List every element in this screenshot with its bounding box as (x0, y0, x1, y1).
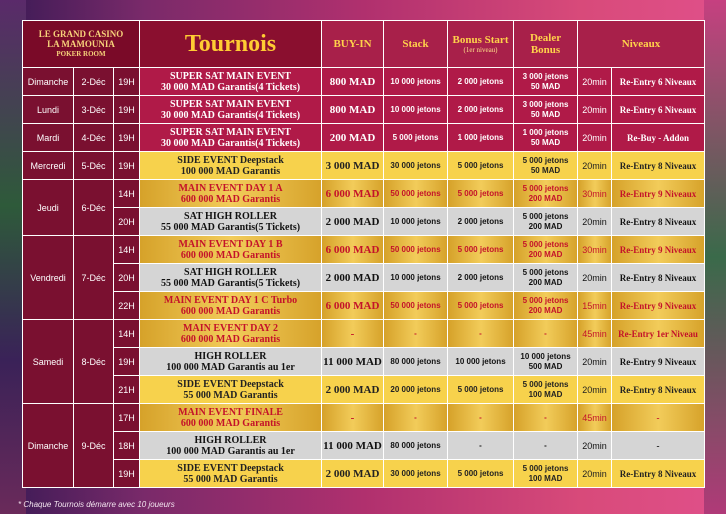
stack-cell: 10 000 jetons (384, 96, 448, 124)
bonus-start-cell: 2 000 jetons (448, 208, 514, 236)
bonus-start-cell: - (448, 404, 514, 432)
stack-cell: 50 000 jetons (384, 180, 448, 208)
levels-cell: Re-Entry 8 Niveaux (612, 152, 705, 180)
blind-duration-cell: 20min (578, 376, 612, 404)
tournament-name: SIDE EVENT Deepstack (177, 378, 284, 390)
tournament-name-cell (140, 432, 322, 460)
dealer-bonus-chips: 5 000 jetons (522, 239, 569, 249)
header-stack: Stack (384, 21, 448, 68)
blind-duration-cell: 15min (578, 292, 612, 320)
dealer-bonus-cell (514, 96, 578, 124)
table-row (23, 68, 705, 96)
stack-cell: 10 000 jetons (384, 264, 448, 292)
dealer-bonus-cell (514, 208, 578, 236)
tournament-guarantee: 30 000 MAD Garantis(4 Tickets) (160, 109, 301, 121)
dealer-bonus-chips: 5 000 jetons (522, 267, 569, 277)
stack-cell: 10 000 jetons (384, 68, 448, 96)
stack-cell: 50 000 jetons (384, 292, 448, 320)
bonus-start-cell: 1 000 jetons (448, 124, 514, 152)
dealer-bonus-cell (514, 180, 578, 208)
buyin-cell: 2 000 MAD (322, 460, 384, 488)
stack-cell: 50 000 jetons (384, 236, 448, 264)
bonus-start-cell: 5 000 jetons (448, 180, 514, 208)
time-cell: 19H (114, 124, 140, 152)
dealer-bonus-cell (514, 292, 578, 320)
dealer-bonus-chips: 3 000 jetons (522, 71, 569, 81)
tournament-name: SAT HIGH ROLLER (184, 266, 278, 278)
dealer-bonus-cell (514, 404, 578, 432)
buyin-cell: - (322, 404, 384, 432)
dealer-bonus-chips: 5 000 jetons (522, 379, 569, 389)
header-bonus-start-label: Bonus Start (452, 34, 509, 46)
blind-duration-cell: 20min (578, 208, 612, 236)
time-cell: 19H (114, 348, 140, 376)
tournament-name: SUPER SAT MAIN EVENT (169, 126, 292, 138)
tournament-guarantee: 100 000 MAD Garantis au 1er (166, 445, 295, 457)
blind-duration-cell: 20min (578, 152, 612, 180)
bonus-start-cell: 2 000 jetons (448, 264, 514, 292)
header-row (23, 21, 705, 68)
stack-cell: 30 000 jetons (384, 460, 448, 488)
stack-cell: 20 000 jetons (384, 376, 448, 404)
tournament-guarantee: 600 000 MAD Garantis (180, 333, 281, 345)
tournament-name-cell (140, 208, 322, 236)
tournament-guarantee: 55 000 MAD Garantis (183, 389, 278, 401)
buyin-cell: - (322, 320, 384, 348)
buyin-cell: 800 MAD (322, 68, 384, 96)
tournament-guarantee: 55 000 MAD Garantis(5 Tickets) (160, 221, 301, 233)
bonus-start-cell: 5 000 jetons (448, 152, 514, 180)
tournament-name: MAIN EVENT DAY 1 A (178, 182, 283, 194)
tournament-name-cell (140, 460, 322, 488)
day-cell: Samedi (23, 320, 74, 404)
dealer-bonus-mad: 200 MAD (528, 193, 563, 203)
levels-cell: Re-Entry 8 Niveaux (612, 460, 705, 488)
levels-cell: Re-Buy - Addon (612, 124, 705, 152)
bonus-start-cell: 2 000 jetons (448, 68, 514, 96)
date-cell: 7-Déc (74, 236, 114, 320)
table-row (23, 320, 705, 348)
blind-duration-cell: 20min (578, 460, 612, 488)
bonus-start-cell: 5 000 jetons (448, 236, 514, 264)
day-cell: Lundi (23, 96, 74, 124)
dealer-bonus-mad: 50 MAD (530, 109, 561, 119)
buyin-cell: 800 MAD (322, 96, 384, 124)
bonus-start-cell: 5 000 jetons (448, 460, 514, 488)
tournament-name: SAT HIGH ROLLER (184, 210, 278, 222)
tournament-name-cell (140, 376, 322, 404)
blind-duration-cell: 20min (578, 264, 612, 292)
table-row (23, 124, 705, 152)
tournament-name-cell (140, 348, 322, 376)
dealer-bonus-mad: 100 MAD (528, 389, 563, 399)
footnote: * Chaque Tournois démarre avec 10 joueurs (18, 500, 175, 509)
levels-cell: Re-Entry 6 Niveaux (612, 96, 705, 124)
bonus-start-cell: 5 000 jetons (448, 292, 514, 320)
dealer-bonus-chips: - (544, 328, 547, 338)
casino-logo (23, 21, 140, 68)
tournament-guarantee: 600 000 MAD Garantis (180, 249, 281, 261)
dealer-bonus-cell (514, 236, 578, 264)
dealer-bonus-cell (514, 460, 578, 488)
dealer-bonus-mad: 200 MAD (528, 305, 563, 315)
tournament-name: MAIN EVENT FINALE (178, 406, 283, 418)
tournament-name-cell (140, 152, 322, 180)
time-cell: 14H (114, 180, 140, 208)
table-row (23, 208, 705, 236)
dealer-bonus-chips: 5 000 jetons (522, 211, 569, 221)
buyin-cell: 2 000 MAD (322, 208, 384, 236)
buyin-cell: 200 MAD (322, 124, 384, 152)
tournament-name-cell (140, 124, 322, 152)
dealer-bonus-cell (514, 320, 578, 348)
dealer-bonus-mad: 50 MAD (530, 81, 561, 91)
levels-cell: Re-Entry 8 Niveaux (612, 376, 705, 404)
table-row (23, 236, 705, 264)
bonus-start-cell: 2 000 jetons (448, 96, 514, 124)
dealer-bonus-chips: 5 000 jetons (522, 155, 569, 165)
date-cell: 6-Déc (74, 180, 114, 236)
tournament-name-cell (140, 236, 322, 264)
tournament-schedule (22, 20, 704, 499)
time-cell: 20H (114, 208, 140, 236)
blind-duration-cell: 20min (578, 68, 612, 96)
dealer-bonus-chips: 5 000 jetons (522, 183, 569, 193)
dealer-bonus-chips: 5 000 jetons (522, 295, 569, 305)
table-row (23, 460, 705, 488)
dealer-bonus-chips: 3 000 jetons (522, 99, 569, 109)
levels-cell: Re-Entry 9 Niveaux (612, 180, 705, 208)
time-cell: 22H (114, 292, 140, 320)
table-row (23, 180, 705, 208)
levels-cell: Re-Entry 9 Niveaux (612, 348, 705, 376)
day-cell: Dimanche (23, 404, 74, 488)
tournament-name-cell (140, 320, 322, 348)
header-bonus-start (448, 21, 514, 68)
dealer-bonus-cell (514, 152, 578, 180)
buyin-cell: 6 000 MAD (322, 236, 384, 264)
stack-cell: 80 000 jetons (384, 432, 448, 460)
tournament-guarantee: 100 000 MAD Garantis au 1er (166, 361, 295, 373)
levels-cell: Re-Entry 6 Niveaux (612, 68, 705, 96)
day-cell: Vendredi (23, 236, 74, 320)
buyin-cell: 2 000 MAD (322, 376, 384, 404)
buyin-cell: 11 000 MAD (322, 348, 384, 376)
palm-leaf-right (704, 0, 726, 514)
buyin-cell: 2 000 MAD (322, 264, 384, 292)
tournament-guarantee: 30 000 MAD Garantis(4 Tickets) (160, 81, 301, 93)
time-cell: 19H (114, 152, 140, 180)
tournament-guarantee: 30 000 MAD Garantis(4 Tickets) (160, 137, 301, 149)
stack-cell: 80 000 jetons (384, 348, 448, 376)
stack-cell: 5 000 jetons (384, 124, 448, 152)
bonus-start-cell: - (448, 320, 514, 348)
header-niveaux: Niveaux (578, 21, 705, 68)
date-cell: 5-Déc (74, 152, 114, 180)
tournament-name-cell (140, 264, 322, 292)
tournament-name: SUPER SAT MAIN EVENT (169, 98, 292, 110)
logo-line-3: POKER ROOM (56, 50, 106, 58)
logo-line-1: LE GRAND CASINO (38, 29, 124, 39)
dealer-bonus-mad: 50 MAD (530, 137, 561, 147)
time-cell: 19H (114, 460, 140, 488)
dealer-bonus-chips: - (544, 412, 547, 422)
date-cell: 8-Déc (74, 320, 114, 404)
blind-duration-cell: 20min (578, 432, 612, 460)
tournament-name: HIGH ROLLER (194, 350, 267, 362)
tournament-guarantee: 100 000 MAD Garantis (180, 165, 281, 177)
page-title: Tournois (140, 21, 322, 68)
buyin-cell: 11 000 MAD (322, 432, 384, 460)
dealer-bonus-chips: 1 000 jetons (522, 127, 569, 137)
levels-cell: Re-Entry 9 Niveaux (612, 236, 705, 264)
table-row (23, 292, 705, 320)
blind-duration-cell: 20min (578, 96, 612, 124)
day-cell: Mardi (23, 124, 74, 152)
levels-cell: Re-Entry 1er Niveau (612, 320, 705, 348)
date-cell: 3-Déc (74, 96, 114, 124)
tournament-name: MAIN EVENT DAY 1 C Turbo (163, 294, 298, 306)
time-cell: 14H (114, 320, 140, 348)
tournament-name: MAIN EVENT DAY 1 B (178, 238, 283, 250)
bonus-start-cell: 5 000 jetons (448, 376, 514, 404)
tournament-guarantee: 55 000 MAD Garantis(5 Tickets) (160, 277, 301, 289)
time-cell: 18H (114, 432, 140, 460)
blind-duration-cell: 20min (578, 348, 612, 376)
tournament-name: SIDE EVENT Deepstack (177, 154, 284, 166)
time-cell: 19H (114, 96, 140, 124)
tournament-name: MAIN EVENT DAY 2 (183, 322, 278, 334)
date-cell: 2-Déc (74, 68, 114, 96)
stack-cell: - (384, 320, 448, 348)
table-row (23, 432, 705, 460)
dealer-bonus-cell (514, 376, 578, 404)
dealer-bonus-mad: 100 MAD (528, 473, 563, 483)
dealer-bonus-mad: 500 MAD (528, 361, 563, 371)
header-buyin: BUY-IN (322, 21, 384, 68)
dealer-bonus-mad: 200 MAD (528, 221, 563, 231)
tournament-guarantee: 600 000 MAD Garantis (180, 417, 281, 429)
tournament-name-cell (140, 180, 322, 208)
header-bonus-start-sub: (1er niveau) (463, 46, 498, 54)
tournament-name: SIDE EVENT Deepstack (177, 462, 284, 474)
levels-cell: - (612, 404, 705, 432)
dealer-bonus-chips: - (544, 440, 547, 450)
table-row (23, 152, 705, 180)
dealer-bonus-cell (514, 68, 578, 96)
dealer-bonus-cell (514, 124, 578, 152)
dealer-bonus-cell (514, 432, 578, 460)
logo-line-2: LA MAMOUNIA (47, 39, 115, 49)
buyin-cell: 6 000 MAD (322, 292, 384, 320)
bonus-start-cell: 10 000 jetons (448, 348, 514, 376)
dealer-bonus-mad: 200 MAD (528, 277, 563, 287)
table-row (23, 376, 705, 404)
stack-cell: 30 000 jetons (384, 152, 448, 180)
blind-duration-cell: 30min (578, 180, 612, 208)
tournament-guarantee: 55 000 MAD Garantis (183, 473, 278, 485)
dealer-bonus-mad: 50 MAD (530, 165, 561, 175)
header-dealer-bonus: Dealer Bonus (514, 21, 578, 68)
tournament-name-cell (140, 96, 322, 124)
dealer-bonus-cell (514, 264, 578, 292)
bonus-start-cell: - (448, 432, 514, 460)
tournament-guarantee: 600 000 MAD Garantis (180, 305, 281, 317)
tournament-name-cell (140, 68, 322, 96)
table-row (23, 264, 705, 292)
day-cell: Jeudi (23, 180, 74, 236)
stack-cell: - (384, 404, 448, 432)
levels-cell: Re-Entry 8 Niveaux (612, 264, 705, 292)
time-cell: 17H (114, 404, 140, 432)
table-row (23, 96, 705, 124)
levels-cell: Re-Entry 9 Niveaux (612, 292, 705, 320)
levels-cell: Re-Entry 8 Niveaux (612, 208, 705, 236)
blind-duration-cell: 45min (578, 320, 612, 348)
buyin-cell: 3 000 MAD (322, 152, 384, 180)
tournament-name: HIGH ROLLER (194, 434, 267, 446)
date-cell: 4-Déc (74, 124, 114, 152)
dealer-bonus-mad: 200 MAD (528, 249, 563, 259)
tournament-name: SUPER SAT MAIN EVENT (169, 70, 292, 82)
blind-duration-cell: 45min (578, 404, 612, 432)
dealer-bonus-cell (514, 348, 578, 376)
tournament-name-cell (140, 404, 322, 432)
day-cell: Mercredi (23, 152, 74, 180)
table-row (23, 348, 705, 376)
blind-duration-cell: 30min (578, 236, 612, 264)
levels-cell: - (612, 432, 705, 460)
buyin-cell: 6 000 MAD (322, 180, 384, 208)
time-cell: 14H (114, 236, 140, 264)
blind-duration-cell: 20min (578, 124, 612, 152)
time-cell: 20H (114, 264, 140, 292)
tournament-name-cell (140, 292, 322, 320)
dealer-bonus-chips: 10 000 jetons (520, 351, 571, 361)
date-cell: 9-Déc (74, 404, 114, 488)
stack-cell: 10 000 jetons (384, 208, 448, 236)
time-cell: 21H (114, 376, 140, 404)
schedule-table (22, 20, 705, 488)
day-cell: Dimanche (23, 68, 74, 96)
tournament-guarantee: 600 000 MAD Garantis (180, 193, 281, 205)
dealer-bonus-chips: 5 000 jetons (522, 463, 569, 473)
time-cell: 19H (114, 68, 140, 96)
table-row (23, 404, 705, 432)
